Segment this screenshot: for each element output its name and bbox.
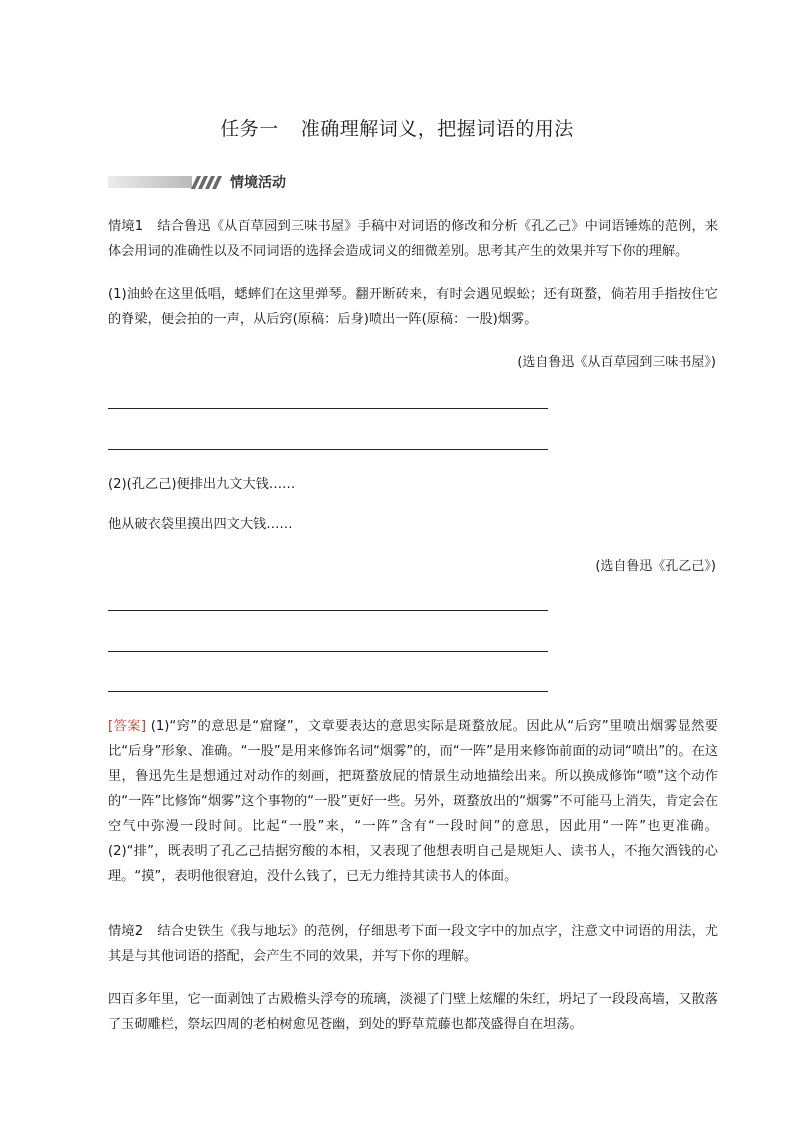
- item-1-text: (1)油蛉在这里低唱，蟋蟀们在这里弹琴。翻开断砖来，有时会遇见蜈蚣；还有斑蝥，倘若用手指按住它的脊梁，便会拍的一声，从后窍(原稿：后身)喷出一阵(原稿：一股)烟雾。: [108, 287, 718, 327]
- situation-2-paragraph: [108, 919, 718, 969]
- situation-2-label: 情境2: [108, 924, 144, 939]
- answer-line-1[interactable]: [108, 408, 548, 409]
- page-title: [0, 114, 794, 141]
- answer-line-3[interactable]: [108, 610, 548, 611]
- situation-2-text: 结合史铁生《我与地坛》的范例，仔细思考下面一段文字中的加点字，注意文中词语的用法，尤其是与其他词语的搭配，会产生不同的效果，并写下你的理解。: [108, 924, 719, 964]
- item-2-line-2: 他从破衣袋里摸出四文大钱……: [108, 517, 293, 532]
- answer-paragraph: [108, 714, 718, 889]
- section-header: [108, 172, 286, 192]
- answer-line-4[interactable]: [108, 651, 548, 652]
- slash-decoration-icon: [194, 176, 222, 189]
- situation-1-label: 情境1: [108, 219, 144, 234]
- title-task: 任务一: [220, 118, 279, 140]
- source-1: (选自鲁迅《从百草园到三味书屋》): [517, 355, 716, 370]
- answer-text: (1)“窍”的意思是“窟窿”，文章要表达的意思实际是斑蝥放屁。因此从“后窍”里喷出烟雾显然要比“后身”形象、准确。“一股”是用来修饰名词“烟雾”的，而“一阵”是用来修饰前面的动词“喷出”的。在这里，鲁迅先生是想通过对动作的刻画，把斑蝥放屁的情景生动地描绘出来。所以换成修饰“喷”这个动作的“一阵”比修饰“烟雾”这个事物的“一股”更好一些。另外，斑蝥放出的“烟雾”不可能马上消失，肯定会在空气中弥漫一段时间。比起“一股”来，“一阵”含有“一段时间”的意思，因此用“一阵”也更准确。(2)“排”，既表明了孔乙己拮据穷酸的本相，又表现了他想表明自己是规矩人、读书人，不拖欠酒钱的心理。“摸”，表明他很窘迫，没什么钱了，已无力维持其读书人的体面。: [108, 719, 718, 884]
- answer-line-2[interactable]: [108, 449, 548, 450]
- passage-text: 四百多年里，它一面剥蚀了古殿檐头浮夸的琉璃，淡褪了门壁上炫耀的朱红，坍圮了一段段高墙，又散落了玉砌雕栏，祭坛四周的老柏树愈见苍幽，到处的野草荒藤也都茂盛得自在坦荡。: [108, 992, 718, 1032]
- situation-1-paragraph: [108, 214, 718, 264]
- answer-line-5[interactable]: [108, 691, 548, 692]
- title-main: 准确理解词义，把握词语的用法: [300, 118, 574, 140]
- section-label: 情境活动: [230, 175, 286, 191]
- section-bar: [108, 176, 192, 188]
- answer-tag: [答案]: [108, 719, 147, 734]
- source-2: (选自鲁迅《孔乙己》): [595, 559, 716, 574]
- situation-1-text: 结合鲁迅《从百草园到三味书屋》手稿中对词语的修改和分析《孔乙己》中词语锤炼的范例，来体会用词的准确性以及不同词语的选择会造成词义的细微差别。思考其产生的效果并写下你的理解。: [108, 219, 719, 259]
- item-2-line-1: (2)(孔乙己)便排出九文大钱……: [108, 477, 296, 492]
